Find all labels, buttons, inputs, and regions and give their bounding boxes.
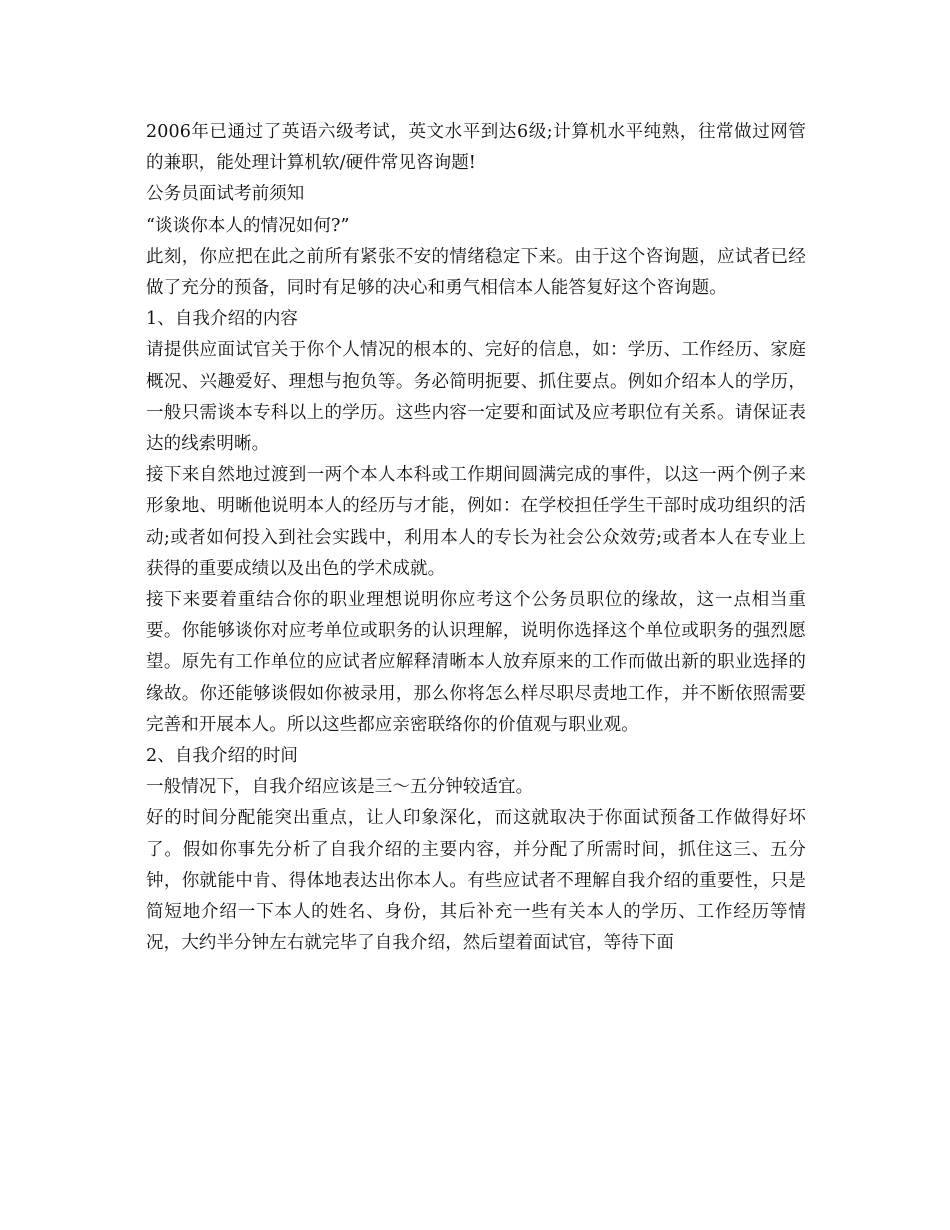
paragraph-calm-down: 此刻，你应把在此之前所有紧张不安的情绪稳定下来。由于这个咨询题，应试者已经做了充分的预备，同时有足够的决心和勇气相信本人能答复好这个咨询题。 <box>146 246 806 299</box>
document-body <box>146 117 806 959</box>
section-title: 公务员面试考前须知 <box>146 184 305 205</box>
interview-question: “谈谈你本人的情况如何?” <box>146 215 350 236</box>
subheading-time: 2、自我介绍的时间 <box>146 746 299 767</box>
paragraph-examples: 接下来自然地过渡到一两个本人本科或工作期间圆满完成的事件，以这一两个例子来形象地、明晰他说明本人的经历与才能，例如：在学校担任学生干部时成功组织的活动;或者如何投入到社会实践中，利用本人的专长为社会公众效劳;或者本人在专业上获得的重要成绩以及出色的学术成就。 <box>146 465 806 579</box>
subheading-content: 1、自我介绍的内容 <box>146 309 299 330</box>
paragraph-time-allocation: 好的时间分配能突出重点，让人印象深化，而这就取决于你面试预备工作做得好坏了。假如你事先分析了自我介绍的主要内容，并分配了所需时间，抓住这三、五分钟，你就能中肯、得体地表达出你本人。有些应试者不理解自我介绍的重要性，只是简短地介绍一下本人的姓名、身份，其后补充一些有关本人的学历、工作经历等情况，大约半分钟左右就完毕了自我介绍，然后望着面试官，等待下面 <box>146 808 806 954</box>
paragraph-career-ideal: 接下来要着重结合你的职业理想说明你应考这个公务员职位的缘故，这一点相当重要。你能够谈你对应考单位或职务的认识理解，说明你选择这个单位或职务的强烈愿望。原先有工作单位的应试者应解释清晰本人放弃原来的工作而做出新的职业选择的缘故。你还能够谈假如你被录用，那么你将怎么样尽职尽责地工作，并不断依照需要完善和开展本人。所以这些都应亲密联络你的价值观与职业观。 <box>146 590 806 735</box>
paragraph-basic-info: 请提供应面试官关于你个人情况的根本的、完好的信息，如：学历、工作经历、家庭概况、兴趣爱好、理想与抱负等。务必简明扼要、抓住要点。例如介绍本人的学历，一般只需谈本专科以上的学历。这些内容一定要和面试及应考职位有关系。请保证表达的线索明晰。 <box>146 340 806 455</box>
paragraph-duration: 一般情况下，自我介绍应该是三～五分钟较适宜。 <box>146 777 534 798</box>
paragraph-english-computer-skills: 2006年已通过了英语六级考试，英文水平到达6级;计算机水平纯熟，往常做过网管的兼职，能处理计算机软/硬件常见咨询题! <box>146 122 806 174</box>
